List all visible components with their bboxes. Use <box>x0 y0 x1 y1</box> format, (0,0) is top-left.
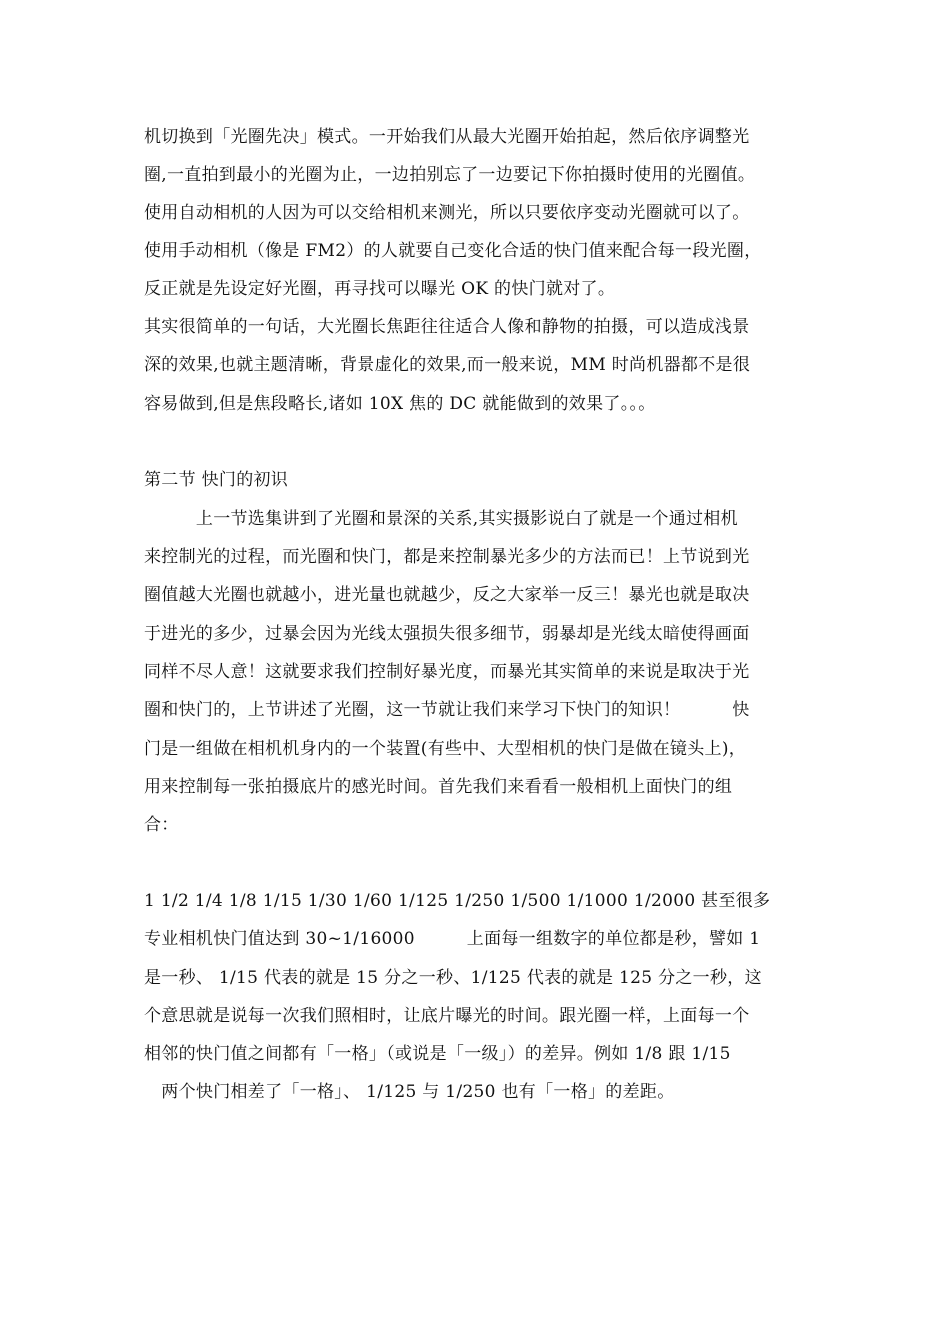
paragraph-line: 圈值越大光圈也就越小，进光量也就越少，反之大家举一反三！暴光也就是取决 <box>144 585 750 605</box>
paragraph-line: 使用自动相机的人因为可以交给相机来测光，所以只要依序变动光圈就可以了。 <box>144 203 750 223</box>
paragraph-line: 圈和快门的，上节讲述了光圈，这一节就让我们来学习下快门的知识！ 快 <box>144 700 750 720</box>
paragraph-line: 个意思就是说每一次我们照相时，让底片曝光的时间。跟光圈一样，上面每一个 <box>144 1006 750 1026</box>
paragraph-line: 圈,一直拍到最小的光圈为止，一边拍别忘了一边要记下你拍摄时使用的光圈值。 <box>144 165 756 185</box>
paragraph-line: 相邻的快门值之间都有「一格」（或说是「一级」）的差异。例如 1/8 跟 1/15 <box>144 1044 731 1064</box>
paragraph-line: 门是一组做在相机机身内的一个装置(有些中、大型相机的快门是做在镜头上)， <box>144 739 747 759</box>
paragraph-line: 上一节选集讲到了光圈和景深的关系,其实摄影说白了就是一个通过相机 <box>144 509 738 529</box>
paragraph-line: 容易做到,但是焦段略长,诸如 10X 焦的 DC 就能做到的效果了。。。 <box>144 394 656 414</box>
paragraph-line: 其实很简单的一句话，大光圈长焦距往往适合人像和静物的拍摄，可以造成浅景 <box>144 317 750 337</box>
paragraph-line: 同样不尽人意！这就要求我们控制好暴光度，而暴光其实简单的来说是取决于光 <box>144 662 750 682</box>
paragraph-line: 于进光的多少，过暴会因为光线太强损失很多细节，弱暴却是光线太暗使得画面 <box>144 624 750 644</box>
paragraph-line: 1 1/2 1/4 1/8 1/15 1/30 1/60 1/125 1/250 1/500 1/1000 1/2000 甚至很多 <box>144 891 771 911</box>
paragraph-line: 深的效果,也就主题清晰，背景虚化的效果,而一般来说，MM 时尚机器都不是很 <box>144 355 751 375</box>
paragraph-line: 两个快门相差了「一格」、 1/125 与 1/250 也有「一格」的差距。 <box>144 1082 675 1102</box>
paragraph-line: 来控制光的过程，而光圈和快门，都是来控制暴光多少的方法而已！上节说到光 <box>144 547 750 567</box>
paragraph-line: 合： <box>144 815 179 835</box>
paragraph-line: 用来控制每一张拍摄底片的感光时间。首先我们来看看一般相机上面快门的组 <box>144 777 733 797</box>
paragraph-line: 使用手动相机（像是 FM2）的人就要自己变化合适的快门值来配合每一段光圈， <box>144 241 762 261</box>
paragraph-line: 机切换到「光圈先决」模式。一开始我们从最大光圈开始拍起，然后依序调整光 <box>144 127 750 147</box>
paragraph-line: 反正就是先设定好光圈，再寻找可以曝光 OK 的快门就对了。 <box>144 279 616 299</box>
paragraph-line: 专业相机快门值达到 30~1/16000 上面每一组数字的单位都是秒，譬如 1 <box>144 929 761 949</box>
paragraph-line: 是一秒、 1/15 代表的就是 15 分之一秒、1/125 代表的就是 125 分之一秒，这 <box>144 968 762 988</box>
section-heading: 第二节 快门的初识 <box>144 470 289 490</box>
